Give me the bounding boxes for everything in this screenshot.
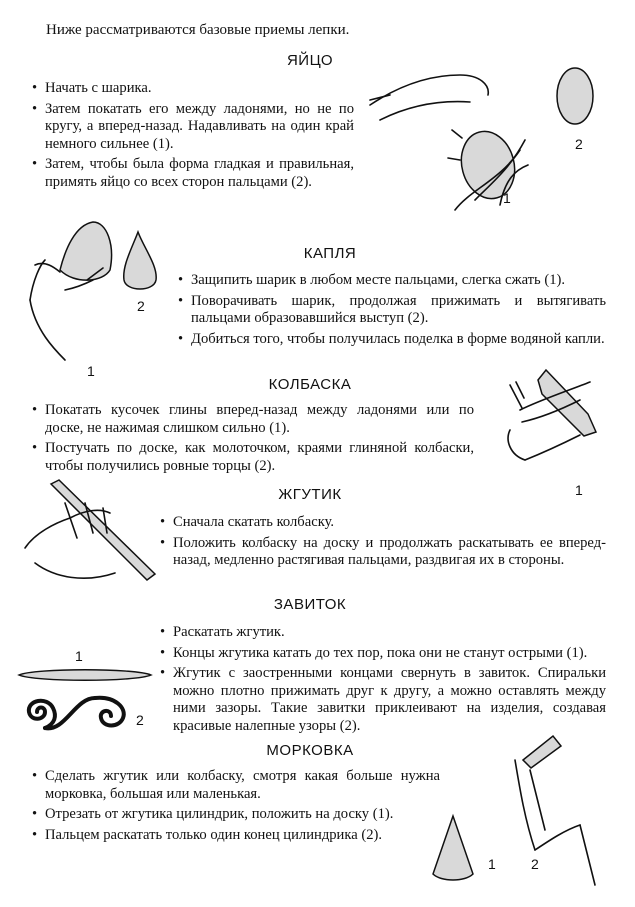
cone-illustration — [425, 812, 485, 887]
list-item: • Затем покатать его между ладонями, но не по кругу, а вперед-назад. Надавливать на один край немного сильнее (1). — [32, 101, 354, 154]
section-title-sausage: КОЛБАСКА — [268, 376, 352, 393]
list-item: • Концы жгутика катать до тех пор, пока они не станут острыми (1). — [160, 645, 606, 663]
list-item: • Постучать по доске, как молоточком, краями глиняной колбаски, чтобы получились ровные торцы (2). — [32, 440, 474, 475]
rope-steps — [160, 514, 606, 573]
figure-label: 2 — [531, 856, 539, 872]
list-item: • Сначала скатать колбаску. — [160, 514, 606, 532]
figure-label: 1 — [575, 482, 583, 498]
figure-label: 2 — [136, 712, 144, 728]
carrot-hand-illustration — [495, 730, 615, 890]
list-item: • Добиться того, чтобы получилась поделка в форме водяной капли. — [178, 331, 606, 349]
section-title-curl: ЗАВИТОК — [273, 596, 347, 613]
figure-label: 2 — [575, 136, 583, 152]
egg-shape-illustration — [555, 62, 605, 142]
list-item: • Пальцем раскатать только один конец цилиндрика (2). — [32, 827, 440, 845]
list-item: • Жгутик с заостренными концами свернуть в завиток. Спиральки можно плотно прижимать друг к другу, а можно оставлять между ними зазоры. Такие завитки приклеивают на изделия, создавая красивые налепные узоры (2). — [160, 665, 606, 735]
list-item: • Сделать жгутик или колбаску, смотря какая больше нужна морковка, большая или маленькая. — [32, 768, 440, 803]
figure-label: 1 — [488, 856, 496, 872]
section-title-egg: ЯЙЦО — [286, 52, 334, 69]
figure-label: 1 — [75, 648, 83, 664]
drop-steps — [178, 272, 606, 351]
spiral-curl-illustration — [15, 688, 145, 732]
curl-steps — [160, 624, 606, 738]
list-item: • Отрезать от жгутика цилиндрик, положить на доску (1). — [32, 806, 440, 824]
list-item: • Поворачивать шарик, продолжая прижимать и вытягивать пальцами образовавшийся выступ (2). — [178, 293, 606, 328]
rolled-rope-illustration — [15, 665, 155, 685]
rope-hand-illustration — [15, 478, 165, 598]
section-title-drop: КАПЛЯ — [303, 245, 357, 262]
list-item: • Положить колбаску на доску и продолжать раскатывать ее вперед-назад, медленно растягивая пальцами, раздвигая их в стороны. — [160, 535, 606, 570]
egg-steps — [32, 80, 354, 194]
drop-shape-illustration — [118, 228, 168, 298]
section-title-carrot: МОРКОВКА — [266, 742, 354, 759]
list-item: • Покатать кусочек глины вперед-назад между ладонями или по доске, не нажимая слишком сильно (1). — [32, 402, 474, 437]
section-title-rope: ЖГУТИК — [278, 486, 342, 503]
carrot-steps — [32, 768, 440, 847]
list-item: • Начать с шарика. — [32, 80, 354, 98]
intro-text: Ниже рассматриваются базовые приемы лепки. — [46, 22, 350, 38]
list-item: • Защипить шарик в любом месте пальцами, слегка сжать (1). — [178, 272, 606, 290]
list-item: • Затем, чтобы была форма гладкая и правильная, примять яйцо со всех сторон пальцами (2). — [32, 156, 354, 191]
figure-label: 2 — [137, 298, 145, 314]
figure-label: 1 — [87, 363, 95, 379]
figure-label: 1 — [503, 190, 511, 206]
sausage-steps — [32, 402, 474, 478]
sausage-hand-illustration — [480, 360, 610, 480]
drop-hand-illustration — [15, 210, 135, 370]
list-item: • Раскатать жгутик. — [160, 624, 606, 642]
